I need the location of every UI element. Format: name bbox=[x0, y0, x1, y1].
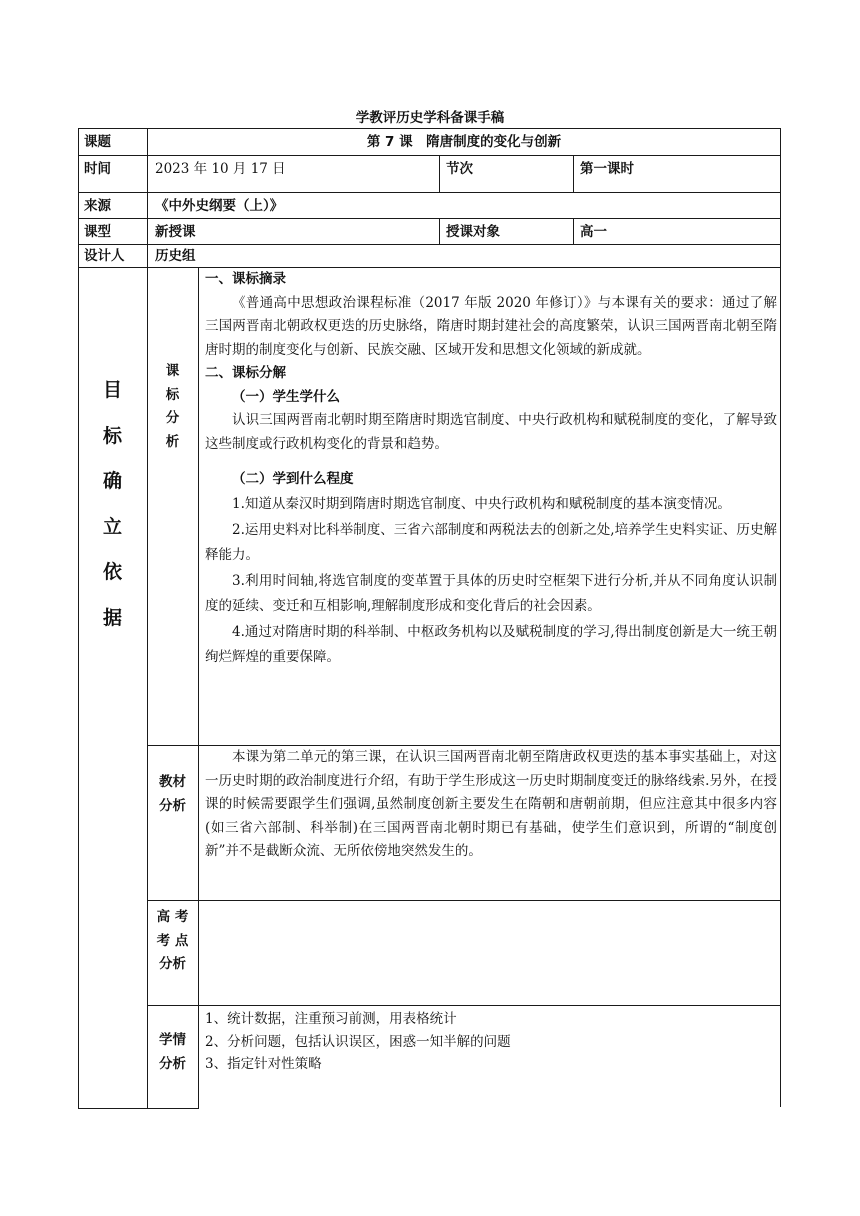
learner-item: 3、指定针对性策略 bbox=[205, 1056, 322, 1072]
standard-subheading-a: （一）学生学什么 bbox=[232, 388, 340, 405]
document-title: 学教评历史学科备课手稿 bbox=[355, 110, 505, 126]
standard-item: 3.利用时间轴,将选官制度的变革置于具体的历史时空框架下进行分析,并从不同角度认识制度的延续、变迁和互相影响,理解制度形成和变化背后的社会因素。 bbox=[205, 573, 777, 614]
type-label: 课型 bbox=[84, 224, 111, 240]
topic-label: 课题 bbox=[84, 134, 111, 150]
textbook-analysis-text: 本课为第二单元的第三课，在认识三国两晋南北朝至隋唐政权更迭的基本事实基础上，对这一历史时期的政治制度进行介绍，有助于学生形成这一历史时期制度变迁的脉络线索.另外，在授课的时候需要跟学生们强调,虽然制度创新主要发生在隋朝和唐朝前期，但应注意其中很多内容(如三省六部制、科举制)在三国两晋南北朝时期已有基础，使学生们意识到，所谓的“制度创新”并不是截断众流、无所依傍地突然发生的。 bbox=[205, 749, 777, 859]
learner-item: 1、统计数据，注重预习前测，用表格统计 bbox=[205, 1011, 457, 1027]
source-value: 《中外史纲要（上）》 bbox=[155, 198, 284, 214]
learner-analysis-label: 学情 分析 bbox=[159, 1032, 186, 1072]
standard-subheading-b: （二）学到什么程度 bbox=[232, 471, 354, 487]
textbook-analysis-content bbox=[205, 746, 777, 864]
source-label: 来源 bbox=[84, 198, 111, 214]
audience-value: 高一 bbox=[580, 224, 607, 240]
standard-learn-what: 认识三国两晋南北朝时期至隋唐时期选官制度、中央行政机构和赋税制度的变化，了解导致这些制度或行政机构变化的背景和趋势。 bbox=[205, 412, 777, 452]
standard-item: 4.通过对隋唐时期的科举制、中枢政务机构以及赋税制度的学习,得出制度创新是大一统王朝绚烂辉煌的重要保障。 bbox=[205, 624, 777, 665]
time-value: 2023 年 10 月 17 日 bbox=[155, 161, 286, 177]
learner-analysis-content bbox=[205, 1008, 777, 1076]
period-label: 节次 bbox=[446, 161, 473, 177]
textbook-analysis-label: 教材 分析 bbox=[159, 774, 186, 814]
designer-value: 历史组 bbox=[155, 248, 196, 264]
period-value: 第一课时 bbox=[580, 161, 634, 177]
type-value: 新授课 bbox=[155, 224, 196, 240]
audience-label: 授课对象 bbox=[446, 224, 500, 240]
standard-analysis-content bbox=[205, 268, 777, 669]
topic-value: 第 7 课 隋唐制度的变化与创新 bbox=[366, 134, 562, 150]
standard-item: 2.运用史料对比科举制度、三省六部制度和两税法去的创新之处,培养学生史料实证、历史解释能力。 bbox=[205, 522, 777, 563]
learner-item: 2、分析问题，包括认识误区，困惑一知半解的问题 bbox=[205, 1033, 511, 1050]
exam-analysis-label: 高 考 考 点 分析 bbox=[156, 909, 189, 972]
time-label: 时间 bbox=[84, 161, 111, 177]
standard-excerpt: 《普通高中思想政治课程标准（2017 年版 2020 年修订）》与本课有关的要求：通过了解三国两晋南北朝政权更迭的历史脉络，隋唐时期封建社会的高度繁荣，认识三国两晋南北朝至隋唐时期的制度变化与创新、民族交融、区域开发和思想文化领域的新成就。 bbox=[205, 294, 777, 358]
standard-analysis-label: 课 标 分 析 bbox=[165, 363, 180, 450]
standard-heading-1: 一、课标摘录 bbox=[205, 271, 286, 287]
side-label-objectives: 目 标 确 立 依 据 bbox=[102, 379, 122, 629]
standard-heading-2: 二、课标分解 bbox=[205, 365, 286, 381]
designer-label: 设计人 bbox=[84, 248, 125, 264]
standard-item: 1.知道从秦汉时期到隋唐时期选官制度、中央行政机构和赋税制度的基本演变情况。 bbox=[232, 495, 731, 512]
